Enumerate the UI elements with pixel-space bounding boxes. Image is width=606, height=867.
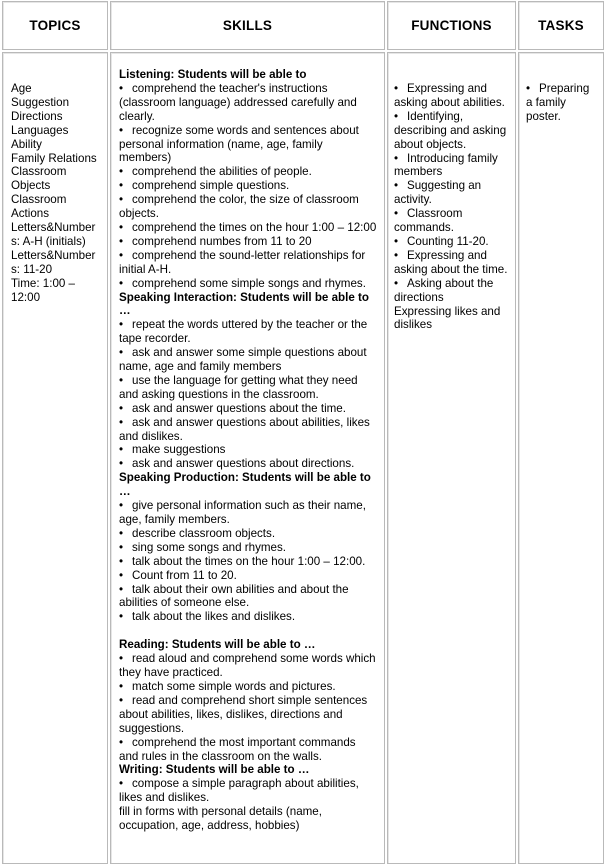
bullet-icon: • [394, 151, 399, 165]
function-line: • Identifying, [394, 109, 464, 123]
topic-line: Age [11, 82, 32, 95]
skill-line: • comprehend the abilities of people. [119, 165, 312, 179]
skill-line: • comprehend the color, the size of classroom [119, 193, 359, 207]
function-line: describing and asking [394, 123, 507, 137]
bullet-icon: • [119, 457, 124, 471]
function-line: • Counting 11-20. [394, 234, 489, 248]
production-heading-ellipsis: … [119, 485, 131, 499]
function-line: members [394, 165, 443, 179]
skill-line: personal information (name, age, family [119, 137, 323, 151]
bullet-icon: • [394, 82, 399, 95]
function-line: activity. [394, 193, 432, 207]
skill-line: • sing some songs and rhymes. [119, 540, 287, 554]
skill-line: occupation, age, address, hobbies) [119, 819, 300, 833]
interaction-heading: Speaking Interaction: Students will be able to [119, 290, 369, 304]
topic-line: Languages [11, 123, 69, 137]
skill-line: • talk about their own abilities and about the [119, 582, 349, 596]
skill-line: clearly. [119, 109, 155, 123]
listening-heading: Listening: Students will be able to [119, 68, 307, 81]
skill-line: • ask and answer questions about the time. [119, 401, 346, 415]
skill-line: • comprehend numbes from 11 to 20 [119, 234, 312, 248]
skill-line: objects. [119, 207, 159, 221]
function-line: • Suggesting an [394, 179, 482, 193]
bullet-icon: • [119, 499, 124, 513]
bullet-icon: • [119, 735, 124, 749]
skill-line: • recognize some words and sentences about [119, 123, 359, 137]
bullet-icon: • [119, 179, 124, 193]
bullet-icon: • [394, 234, 399, 248]
topic-line: Suggestion [11, 95, 70, 109]
function-line: commands. [394, 221, 454, 235]
topic-line: s: 11-20 [11, 262, 53, 276]
skill-line: • describe classroom objects. [119, 526, 276, 540]
bullet-icon: • [526, 82, 531, 95]
task-line: a family [526, 95, 566, 109]
bullet-icon: • [119, 652, 124, 666]
skill-line: • read and comprehend short simple sentences [119, 693, 368, 707]
skill-line: and rules in the classroom on the walls. [119, 749, 322, 763]
header-topics: TOPICS [2, 1, 108, 50]
bullet-icon: • [119, 193, 124, 207]
bullet-icon: • [119, 693, 124, 707]
skill-line: and dislikes. [119, 429, 183, 443]
header-skills: SKILLS [110, 1, 385, 50]
bullet-icon: • [119, 568, 124, 582]
task-line: poster. [526, 109, 561, 123]
function-line: • Expressing and [394, 248, 487, 262]
skill-line: and asking questions in the classroom. [119, 387, 319, 401]
tasks-column [518, 52, 604, 864]
topic-line: Actions [11, 207, 50, 221]
skill-line: • talk about the times on the hour 1:00 – 12:00. [119, 554, 366, 568]
topic-line: Directions [11, 109, 63, 123]
topic-line: Classroom [11, 193, 67, 207]
header-functions: FUNCTIONS [387, 1, 516, 50]
topic-line: Objects [11, 179, 51, 193]
function-line: • Introducing family [394, 151, 498, 165]
function-line: • Expressing and [394, 82, 487, 95]
function-line: asking about the time. [394, 262, 508, 276]
section-spacer [119, 624, 378, 638]
function-line: about objects. [394, 137, 467, 151]
function-line: Expressing likes and [394, 304, 501, 318]
bullet-icon: • [119, 165, 124, 179]
skill-line: initial A-H. [119, 262, 172, 276]
topic-line: Family Relations [11, 151, 97, 165]
skill-line: • ask and answer questions about directions. [119, 457, 355, 471]
skill-line: • use the language for getting what they need [119, 373, 358, 387]
skill-line: likes and dislikes. [119, 791, 210, 805]
topic-line: Classroom [11, 165, 67, 179]
header-tasks: TASKS [518, 1, 604, 50]
bullet-icon: • [119, 248, 124, 262]
bullet-icon: • [119, 123, 124, 137]
bullet-icon: • [119, 81, 124, 95]
skill-line: members) [119, 151, 172, 165]
skill-line: • compose a simple paragraph about abilities, [119, 777, 359, 791]
skill-line: • comprehend some simple songs and rhymes. [119, 276, 366, 290]
function-line: • Classroom [394, 207, 463, 221]
skill-line: • Count from 11 to 20. [119, 568, 237, 582]
topic-line: Ability [11, 137, 42, 151]
topic-line: s: A-H (initials) [11, 234, 86, 248]
skill-line: • comprehend the times on the hour 1:00 – 12:00 [119, 220, 377, 234]
topics-column [2, 52, 108, 864]
function-line: • Asking about the [394, 276, 494, 290]
topic-line: Letters&Number [11, 221, 96, 235]
bullet-icon: • [394, 276, 399, 290]
topic-line: Letters&Number [11, 248, 96, 262]
skill-line: • ask and answer questions about abilities, likes [119, 415, 370, 429]
bullet-icon: • [394, 248, 399, 262]
skill-line: they have practiced. [119, 666, 223, 680]
skills-column [110, 52, 385, 864]
bullet-icon: • [119, 540, 124, 554]
function-line: directions [394, 290, 444, 304]
bullet-icon: • [119, 276, 124, 290]
bullet-icon: • [119, 234, 124, 248]
bullet-icon: • [119, 526, 124, 540]
bullet-icon: • [394, 109, 399, 123]
skill-line: about abilities, likes, dislikes, directions and [119, 707, 343, 721]
bullet-icon: • [119, 401, 124, 415]
bullet-icon: • [119, 610, 124, 624]
bullet-icon: • [394, 179, 399, 193]
reading-heading: Reading: Students will be able to … [119, 638, 316, 652]
bullet-icon: • [119, 777, 124, 791]
interaction-heading-ellipsis: … [119, 304, 131, 318]
skill-line: • ask and answer some simple questions about [119, 346, 367, 360]
bullet-icon: • [119, 318, 124, 332]
skill-line: • talk about the likes and dislikes. [119, 610, 296, 624]
writing-heading: Writing: Students will be able to … [119, 763, 310, 777]
skill-line: • match some simple words and pictures. [119, 679, 336, 693]
skill-line: (classroom language) addressed carefully and [119, 95, 357, 109]
topic-line: 12:00 [11, 290, 41, 304]
bullet-icon: • [119, 582, 124, 596]
bullet-icon: • [119, 443, 124, 457]
skill-line: suggestions. [119, 721, 185, 735]
functions-column [387, 52, 516, 864]
bullet-icon: • [119, 373, 124, 387]
skill-line: • repeat the words uttered by the teacher or the [119, 318, 368, 332]
skill-line: • read aloud and comprehend some words which [119, 652, 376, 666]
bullet-icon: • [119, 220, 124, 234]
skill-line: • make suggestions [119, 443, 226, 457]
skill-line: abilities of someone else. [119, 596, 250, 610]
production-heading: Speaking Production: Students will be able to [119, 471, 371, 485]
task-line: • Preparing [526, 82, 590, 95]
skill-line: tape recorder. [119, 332, 191, 346]
bullet-icon: • [119, 554, 124, 568]
bullet-icon: • [394, 207, 399, 221]
bullet-icon: • [119, 679, 124, 693]
skill-line: name, age and family members [119, 360, 282, 374]
skill-line: • give personal information such as their name, [119, 499, 366, 513]
skill-line: age, family members. [119, 513, 230, 526]
skill-line: • comprehend the sound-letter relationships for [119, 248, 366, 262]
skill-line: fill in forms with personal details (name, [119, 805, 322, 819]
bullet-icon: • [119, 346, 124, 360]
skill-line: • comprehend simple questions. [119, 179, 290, 193]
skill-line: • comprehend the most important commands [119, 735, 356, 749]
bullet-icon: • [119, 415, 124, 429]
topic-line: Time: 1:00 – [11, 276, 76, 290]
skill-line: • comprehend the teacher's instructions [119, 81, 328, 95]
function-line: asking about abilities. [394, 95, 505, 109]
function-line: dislikes [394, 318, 433, 332]
